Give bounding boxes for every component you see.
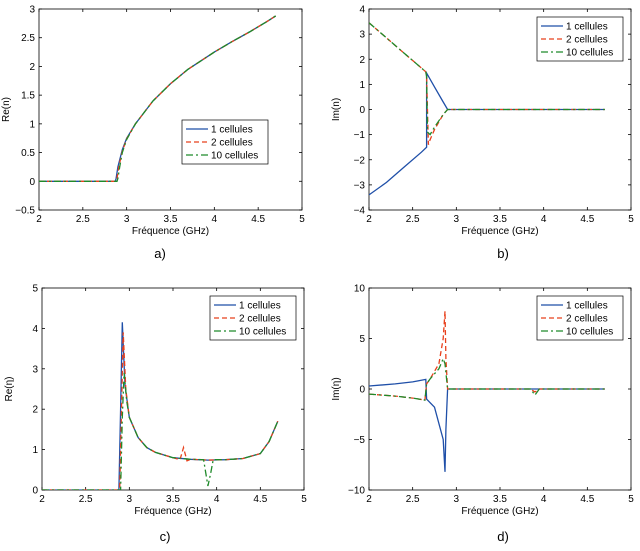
legend-label: 10 cellules bbox=[211, 150, 259, 162]
legend-label: 10 cellules bbox=[566, 47, 614, 59]
plot-area bbox=[39, 9, 302, 210]
chart-panel-1 bbox=[1, 5, 305, 262]
x-axis-label: Fréquence (GHz) bbox=[461, 506, 539, 517]
y-tick-label: 4 bbox=[32, 323, 38, 335]
legend-label: 2 cellules bbox=[566, 313, 608, 325]
legend-label: 2 cellules bbox=[239, 313, 281, 325]
series-line-3 bbox=[42, 373, 278, 490]
series-line-3 bbox=[369, 359, 605, 400]
x-tick-label: 2.5 bbox=[75, 214, 90, 225]
legend bbox=[182, 120, 268, 164]
x-tick-label: 4.5 bbox=[580, 214, 595, 225]
x-tick-label: 4 bbox=[540, 214, 547, 225]
y-tick-label: 0.5 bbox=[21, 148, 35, 160]
x-tick-label: 2 bbox=[39, 494, 45, 505]
y-tick-label: 4 bbox=[359, 4, 365, 16]
x-tick-label: 2.5 bbox=[405, 214, 420, 225]
y-tick-label: 0 bbox=[359, 105, 365, 116]
y-tick-label: 10 bbox=[353, 283, 365, 295]
x-tick-label: 2 bbox=[36, 214, 42, 225]
x-tick-label: 3.5 bbox=[493, 214, 507, 225]
y-tick-label: −10 bbox=[348, 485, 365, 497]
y-tick-label: −4 bbox=[353, 205, 365, 217]
legend-label: 10 cellules bbox=[239, 326, 287, 338]
y-tick-label: 0 bbox=[29, 176, 35, 188]
legend-label: 1 cellules bbox=[211, 124, 253, 136]
x-tick-label: 2 bbox=[366, 214, 372, 225]
y-tick-label: 1 bbox=[32, 445, 38, 457]
legend-label: 1 cellules bbox=[566, 300, 608, 312]
y-tick-label: 2 bbox=[29, 61, 35, 73]
x-axis-label: Fréquence (GHz) bbox=[134, 506, 212, 517]
y-tick-label: 3 bbox=[32, 364, 38, 376]
y-tick-label: −3 bbox=[353, 180, 365, 192]
y-tick-label: −1 bbox=[353, 130, 365, 142]
x-tick-label: 5 bbox=[628, 214, 634, 225]
y-tick-label: 2 bbox=[32, 404, 38, 416]
x-tick-label: 5 bbox=[299, 214, 305, 225]
y-tick-label: −5 bbox=[353, 435, 365, 446]
y-tick-label: 3 bbox=[29, 4, 35, 16]
legend bbox=[537, 296, 623, 340]
x-tick-label: 4 bbox=[540, 494, 547, 505]
x-tick-label: 3.5 bbox=[163, 214, 178, 225]
y-tick-label: 0 bbox=[359, 384, 365, 396]
x-tick-label: 3 bbox=[126, 494, 133, 505]
chart-panel-2 bbox=[331, 5, 634, 262]
legend bbox=[210, 296, 296, 340]
x-tick-label: 4.5 bbox=[580, 494, 595, 505]
x-axis-label: Fréquence (GHz) bbox=[131, 226, 210, 237]
y-tick-label: −2 bbox=[353, 155, 365, 167]
x-tick-label: 2.5 bbox=[405, 494, 420, 505]
x-tick-label: 4.5 bbox=[251, 214, 266, 225]
y-tick-label: 2 bbox=[359, 54, 365, 66]
y-tick-label: 5 bbox=[359, 334, 365, 345]
x-tick-label: 3 bbox=[453, 214, 460, 225]
series-line-1 bbox=[369, 379, 605, 471]
x-tick-label: 4 bbox=[213, 494, 220, 505]
panel-label: b) bbox=[497, 246, 509, 261]
legend bbox=[537, 17, 623, 61]
panel-label: d) bbox=[497, 529, 509, 544]
x-tick-label: 5 bbox=[301, 494, 307, 505]
x-tick-label: 3 bbox=[123, 214, 130, 225]
panel-label: a) bbox=[154, 246, 166, 261]
y-tick-label: 1.5 bbox=[21, 90, 35, 102]
chart-panel-4 bbox=[331, 284, 634, 545]
legend-label: 10 cellules bbox=[566, 326, 614, 338]
y-tick-label: 0 bbox=[32, 485, 38, 497]
x-tick-label: 2.5 bbox=[78, 494, 93, 505]
legend-label: 1 cellules bbox=[566, 21, 608, 33]
series-line-2 bbox=[42, 332, 278, 490]
y-tick-label: 1 bbox=[29, 119, 35, 131]
chart-panel-3 bbox=[4, 284, 307, 545]
y-axis-label: Re(n) bbox=[1, 96, 12, 123]
y-tick-label: 2.5 bbox=[21, 33, 35, 45]
x-tick-label: 3.5 bbox=[166, 494, 180, 505]
x-tick-label: 3 bbox=[453, 494, 460, 505]
legend-label: 2 cellules bbox=[211, 137, 253, 149]
x-tick-label: 2 bbox=[366, 494, 372, 505]
x-tick-label: 4 bbox=[211, 214, 218, 225]
y-tick-label: 1 bbox=[359, 79, 365, 91]
y-axis-label: Im(η) bbox=[331, 377, 342, 401]
panel-label: c) bbox=[159, 529, 171, 544]
x-axis-label: Fréquence (GHz) bbox=[461, 226, 539, 237]
series-line-1 bbox=[369, 73, 605, 195]
y-axis-label: Re(η) bbox=[4, 376, 15, 402]
x-tick-label: 5 bbox=[628, 494, 634, 505]
y-tick-label: 5 bbox=[32, 283, 38, 295]
y-tick-label: −0.5 bbox=[15, 205, 35, 217]
x-tick-label: 4.5 bbox=[253, 494, 268, 505]
y-tick-label: 3 bbox=[359, 29, 365, 41]
x-tick-label: 3.5 bbox=[493, 494, 507, 505]
legend-label: 2 cellules bbox=[566, 34, 608, 46]
y-axis-label: Im(n) bbox=[331, 97, 342, 122]
series-line-1 bbox=[42, 322, 278, 490]
legend-label: 1 cellules bbox=[239, 300, 281, 312]
